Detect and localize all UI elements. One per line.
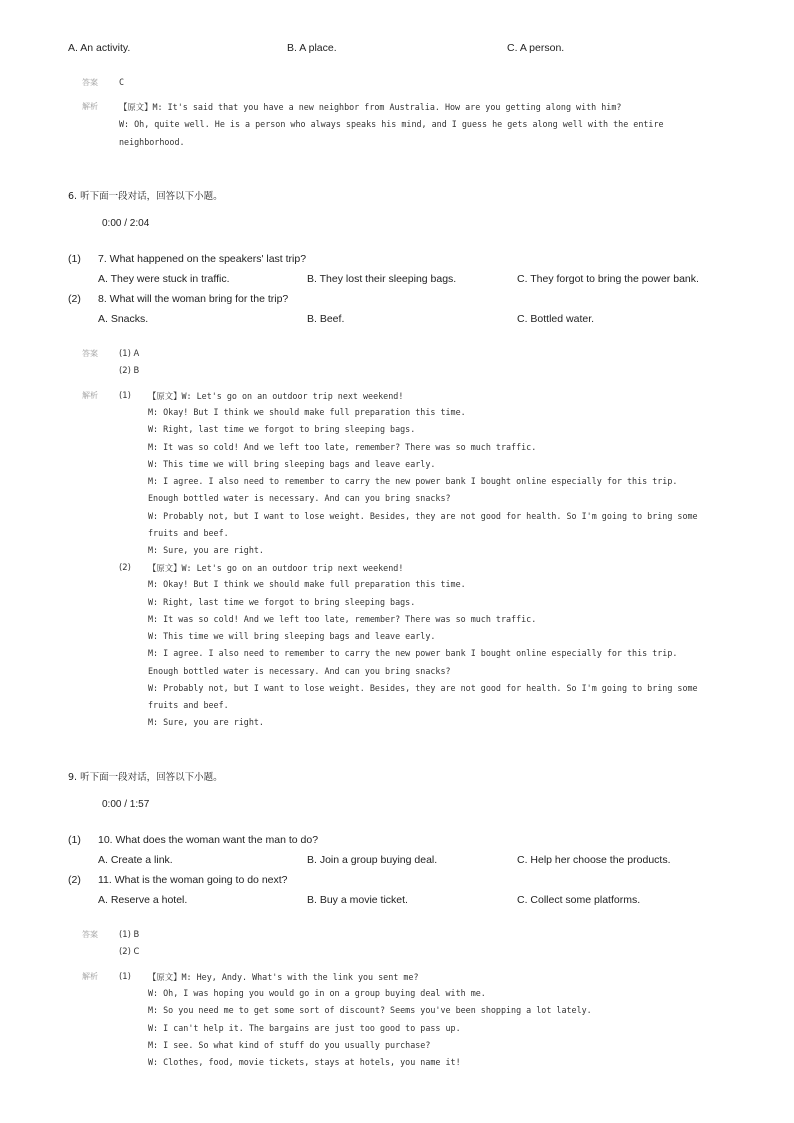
analysis-line: W: Probably not, but I want to lose weight. Besides, they are not good for health. So I'm going to bring some bbox=[148, 683, 698, 693]
analysis-line: M: It was so cold! And we left too late, remember? There was so much traffic. bbox=[148, 614, 537, 624]
option-a[interactable]: A. Snacks. bbox=[98, 313, 149, 325]
option-a[interactable]: A. They were stuck in traffic. bbox=[98, 273, 230, 285]
option-b[interactable]: B. Join a group buying deal. bbox=[307, 854, 438, 866]
analysis-part-number: (2) bbox=[119, 562, 131, 572]
analysis-line: 【原文】M: It's said that you have a new neighbor from Australia. How are you getting along with him? bbox=[119, 102, 622, 112]
analysis-line: M: It was so cold! And we left too late, remember? There was so much traffic. bbox=[148, 442, 537, 452]
question-heading: 9. 听下面一段对话，回答以下小题。 bbox=[68, 772, 223, 783]
answer-value: (2) C bbox=[119, 946, 140, 956]
analysis-line: W: Right, last time we forgot to bring sleeping bags. bbox=[148, 424, 416, 434]
analysis-label: 解析 bbox=[82, 972, 98, 981]
analysis-line: W: This time we will bring sleeping bags and leave early. bbox=[148, 631, 436, 641]
analysis-line: M: Okay! But I think we should make full preparation this time. bbox=[148, 579, 466, 589]
analysis-line: M: I agree. I also need to remember to carry the new power bank I bought online especially for this trip. bbox=[148, 476, 678, 486]
sub-question-text: 11. What is the woman going to do next? bbox=[98, 874, 288, 886]
analysis-line: Enough bottled water is necessary. And can you bring snacks? bbox=[148, 493, 451, 503]
analysis-line: fruits and beef. bbox=[148, 528, 229, 538]
option-b[interactable]: B. Buy a movie ticket. bbox=[307, 894, 408, 906]
analysis-line: M: So you need me to get some sort of discount? Seems you've been shopping a lot lately. bbox=[148, 1005, 592, 1015]
sub-question-number: (1) bbox=[68, 834, 81, 846]
analysis-line: M: I see. So what kind of stuff do you usually purchase? bbox=[148, 1040, 431, 1050]
analysis-line: W: Oh, quite well. He is a person who always speaks his mind, and I guess he gets along well with the entire bbox=[119, 119, 664, 129]
sub-question-text: 7. What happened on the speakers' last trip? bbox=[98, 253, 307, 265]
answer-value: C bbox=[119, 77, 125, 87]
analysis-line: M: Sure, you are right. bbox=[148, 717, 264, 727]
analysis-label: 解析 bbox=[82, 391, 98, 400]
analysis-line: W: Probably not, but I want to lose weight. Besides, they are not good for health. So I'm going to bring some bbox=[148, 511, 698, 521]
sub-question-number: (2) bbox=[68, 293, 81, 305]
option-a[interactable]: A. Reserve a hotel. bbox=[98, 894, 188, 906]
question-heading: 6. 听下面一段对话，回答以下小题。 bbox=[68, 191, 223, 202]
option-a[interactable]: A. An activity. bbox=[68, 42, 131, 54]
analysis-line: neighborhood. bbox=[119, 137, 185, 147]
analysis-line: W: I can't help it. The bargains are just too good to pass up. bbox=[148, 1023, 461, 1033]
answer-value: (2) B bbox=[119, 365, 140, 375]
analysis-line: W: Oh, I was hoping you would go in on a group buying deal with me. bbox=[148, 988, 486, 998]
option-c[interactable]: C. Help her choose the products. bbox=[517, 854, 671, 866]
answer-label: 答案 bbox=[82, 349, 98, 358]
analysis-line: Enough bottled water is necessary. And can you bring snacks? bbox=[148, 666, 451, 676]
analysis-line: 【原文】W: Let's go on an outdoor trip next weekend! bbox=[148, 391, 404, 401]
sub-question-text: 10. What does the woman want the man to do? bbox=[98, 834, 319, 846]
analysis-line: W: This time we will bring sleeping bags and leave early. bbox=[148, 459, 436, 469]
answer-value: (1) A bbox=[119, 348, 140, 358]
sub-question-number: (1) bbox=[68, 253, 81, 265]
option-c[interactable]: C. Bottled water. bbox=[517, 313, 595, 325]
option-b[interactable]: B. Beef. bbox=[307, 313, 345, 325]
answer-value: (1) B bbox=[119, 929, 140, 939]
option-c[interactable]: C. They forgot to bring the power bank. bbox=[517, 273, 699, 285]
answer-label: 答案 bbox=[82, 930, 98, 939]
analysis-part-number: (1) bbox=[119, 390, 131, 400]
option-b[interactable]: B. A place. bbox=[287, 42, 337, 54]
option-c[interactable]: C. Collect some platforms. bbox=[517, 894, 641, 906]
analysis-line: W: Clothes, food, movie tickets, stays at hotels, you name it! bbox=[148, 1057, 461, 1067]
analysis-part-number: (1) bbox=[119, 971, 131, 981]
option-a[interactable]: A. Create a link. bbox=[98, 854, 173, 866]
sub-question-text: 8. What will the woman bring for the trip? bbox=[98, 293, 289, 305]
analysis-line: 【原文】W: Let's go on an outdoor trip next weekend! bbox=[148, 563, 404, 573]
analysis-line: M: Okay! But I think we should make full preparation this time. bbox=[148, 407, 466, 417]
analysis-line: M: Sure, you are right. bbox=[148, 545, 264, 555]
option-c[interactable]: C. A person. bbox=[507, 42, 565, 54]
answer-label: 答案 bbox=[82, 78, 98, 87]
analysis-label: 解析 bbox=[82, 102, 98, 111]
analysis-line: fruits and beef. bbox=[148, 700, 229, 710]
option-b[interactable]: B. They lost their sleeping bags. bbox=[307, 273, 457, 285]
audio-time-display[interactable]: 0:00 / 2:04 bbox=[102, 218, 150, 229]
analysis-line: M: I agree. I also need to remember to carry the new power bank I bought online especially for this trip. bbox=[148, 648, 678, 658]
audio-time-display[interactable]: 0:00 / 1:57 bbox=[102, 799, 150, 810]
sub-question-number: (2) bbox=[68, 874, 81, 886]
analysis-line: W: Right, last time we forgot to bring sleeping bags. bbox=[148, 597, 416, 607]
analysis-line: 【原文】M: Hey, Andy. What's with the link you sent me? bbox=[148, 972, 419, 982]
